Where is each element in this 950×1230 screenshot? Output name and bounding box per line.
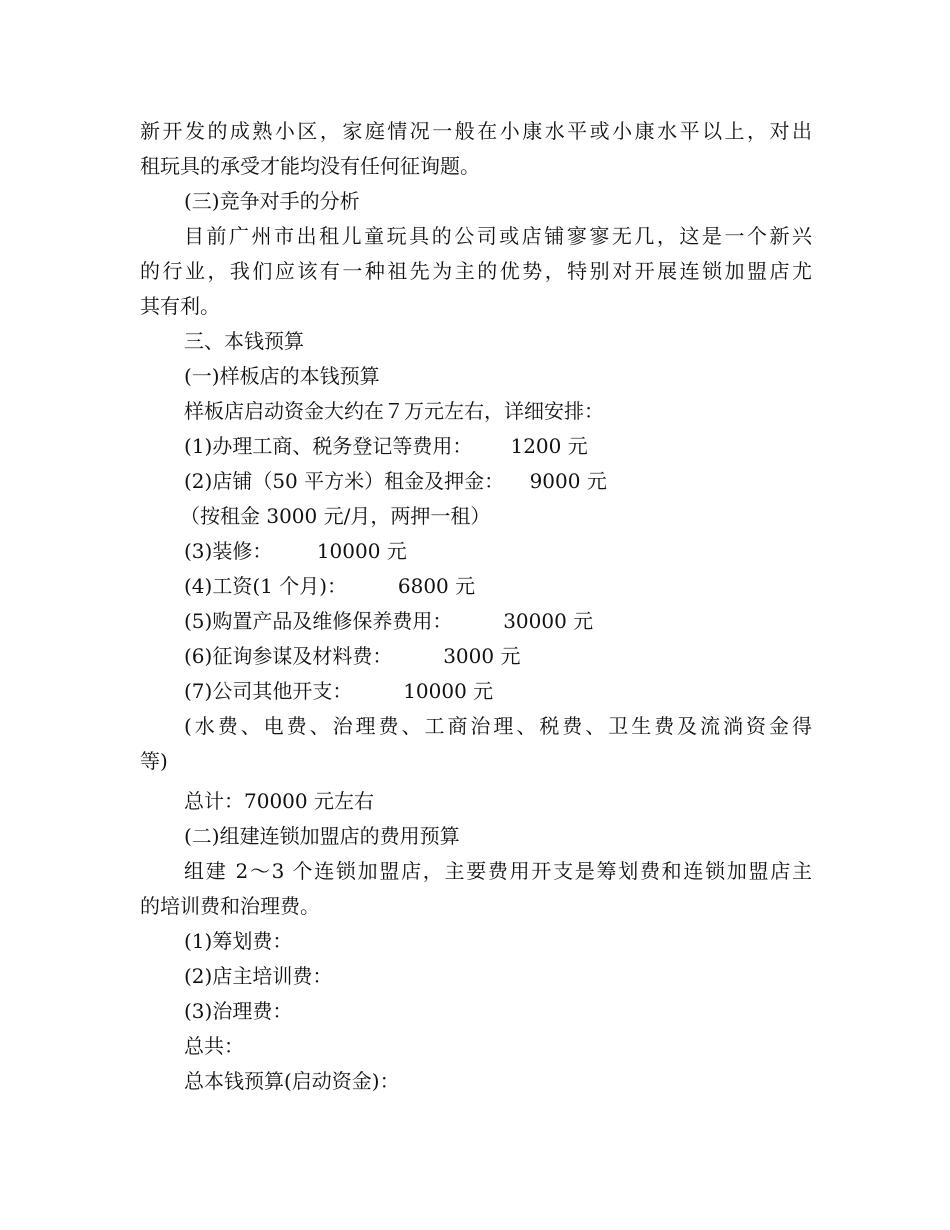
sample-store-heading: (一)样板店的本钱预算 [184,364,380,388]
sum-line: 总共： [184,1034,244,1058]
franchise-intro-line-2: 的培训费和治理费。 [140,894,320,918]
competitor-heading: (三)竞争对手的分析 [184,189,360,213]
franchise-intro-line-1: 组建 2～3 个连锁加盟店，主要费用开支是筹划费和连锁加盟店主 [184,859,812,883]
competitor-paragraph-line-3: 其有利。 [140,294,220,318]
total-line: 总计：70000 元左右 [184,789,374,813]
total-budget-line: 总本钱预算(启动资金)： [184,1069,400,1093]
sample-store-intro: 样板店启动资金大约在７万元左右，详细安排： [184,399,604,423]
budget-item-4: (4)工资(1 个月)： 6800 元 [184,574,476,598]
budget-item-2-note: （按租金 3000 元/月，两押一租） [180,504,491,528]
other-costs-line-1: (水费、电费、治理费、工商治理、税费、卫生费及流淌资金得 [184,714,812,738]
budget-item-7: (7)公司其他开支： 10000 元 [184,679,494,703]
franchise-item-1: (1)筹划费： [184,929,293,953]
market-paragraph-line-1: 新开发的成熟小区，家庭情况一般在小康水平或小康水平以上，对出 [140,119,812,143]
budget-item-6: (6)征询参谋及材料费： 3000 元 [184,644,521,668]
franchise-item-2: (2)店主培训费： [184,964,333,988]
budget-item-5: (5)购置产品及维修保养费用： 30000 元 [184,609,594,633]
budget-item-1: (1)办理工商、税务登记等费用： 1200 元 [184,434,588,458]
competitor-paragraph-line-2: 的行业，我们应该有一种祖先为主的优势，特别对开展连锁加盟店尤 [140,259,812,283]
budget-item-2: (2)店铺（50 平方米）租金及押金： 9000 元 [184,469,607,493]
competitor-paragraph-line-1: 目前广州市出租儿童玩具的公司或店铺寥寥无几，这是一个新兴 [184,224,812,248]
market-paragraph-line-2: 租玩具的承受才能均没有任何征询题。 [140,154,480,178]
budget-item-3: (3)装修： 10000 元 [184,539,407,563]
franchise-item-3: (3)治理费： [184,999,293,1023]
other-costs-line-2: 等) [140,749,168,773]
budget-heading: 三、本钱预算 [184,329,304,353]
franchise-heading: (二)组建连锁加盟店的费用预算 [184,824,460,848]
